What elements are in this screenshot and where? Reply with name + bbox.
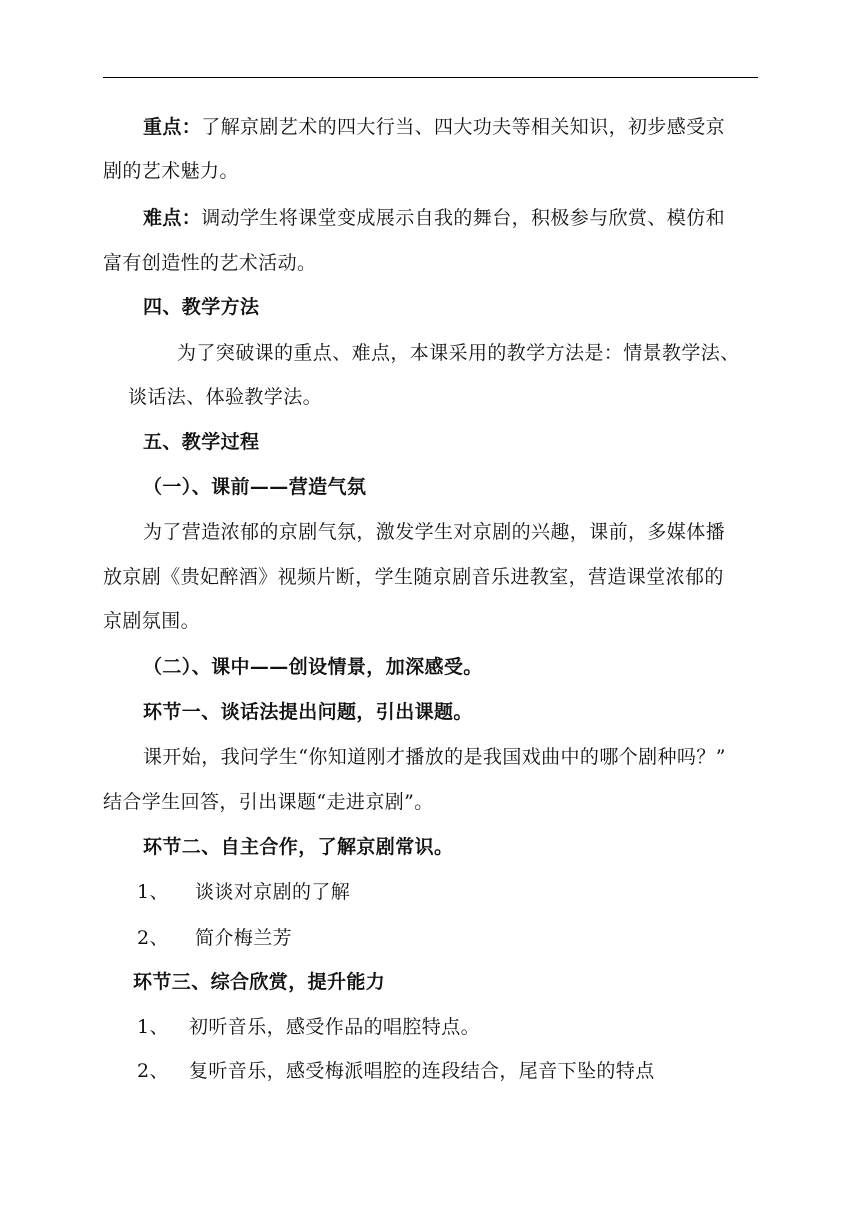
- section4-heading: 四、教学方法: [143, 296, 260, 318]
- part1-heading: （一）、课前——营造气氛: [143, 476, 367, 498]
- difficulties-label: 难点：: [143, 207, 202, 229]
- step3-item-2: [137, 1058, 655, 1084]
- key-points-label: 重点：: [143, 116, 202, 138]
- key-points-line-2: 剧的艺术魅力。: [103, 160, 239, 182]
- step3-heading: 环节三、综合欣赏，提升能力: [133, 971, 386, 993]
- key-points-text: 了解京剧艺术的四大行当、四大功夫等相关知识，初步感受京: [201, 116, 726, 138]
- list-number: 2、: [137, 1060, 169, 1082]
- part1-text-line-3: 京剧氛围。: [103, 610, 201, 632]
- step1-text-line-1: 课开始，我问学生“你知道刚才播放的是我国戏曲中的哪个剧种吗？”: [143, 746, 726, 768]
- difficulties-text: 调动学生将课堂变成展示自我的舞台，积极参与欣赏、模仿和: [201, 207, 726, 229]
- difficulties-line-1: [143, 205, 725, 231]
- part1-text-line-1: 为了营造浓郁的京剧气氛，激发学生对京剧的兴趣，课前，多媒体播: [143, 521, 726, 543]
- step2-item-1: [137, 879, 350, 905]
- list-item-text: 谈谈对京剧的了解: [195, 881, 351, 903]
- step2-item-2: [137, 925, 292, 951]
- list-number: 1、: [137, 1016, 169, 1038]
- list-number: 1、: [137, 881, 169, 903]
- list-item-text: 复听音乐，感受梅派唱腔的连段结合，尾音下坠的特点: [189, 1060, 655, 1082]
- key-points-line-1: [143, 114, 725, 140]
- difficulties-line-2: 富有创造性的艺术活动。: [103, 252, 317, 274]
- step1-text-line-2: 结合学生回答，引出课题“走进京剧”。: [103, 791, 434, 813]
- section4-text-line-2: 谈话法、体验教学法。: [128, 386, 323, 408]
- header-rule: [103, 77, 758, 78]
- section4-text-line-1: 为了突破课的重点、难点，本课采用的教学方法是：情景教学法、: [177, 342, 740, 364]
- list-number: 2、: [137, 927, 169, 949]
- step1-heading: 环节一、谈话法提出问题，引出课题。: [143, 701, 473, 723]
- section5-heading: 五、教学过程: [143, 431, 260, 453]
- list-item-text: 简介梅兰芳: [195, 927, 293, 949]
- step2-heading: 环节二、自主合作，了解京剧常识。: [143, 836, 454, 858]
- list-item-text: 初听音乐，感受作品的唱腔特点。: [189, 1016, 481, 1038]
- part1-text-line-2: 放京剧《贵妃醉酒》视频片断，学生随京剧音乐进教室，营造课堂浓郁的: [103, 566, 724, 588]
- step3-item-1: [137, 1014, 480, 1040]
- part2-heading: （二）、课中——创设情景，加深感受。: [143, 656, 483, 678]
